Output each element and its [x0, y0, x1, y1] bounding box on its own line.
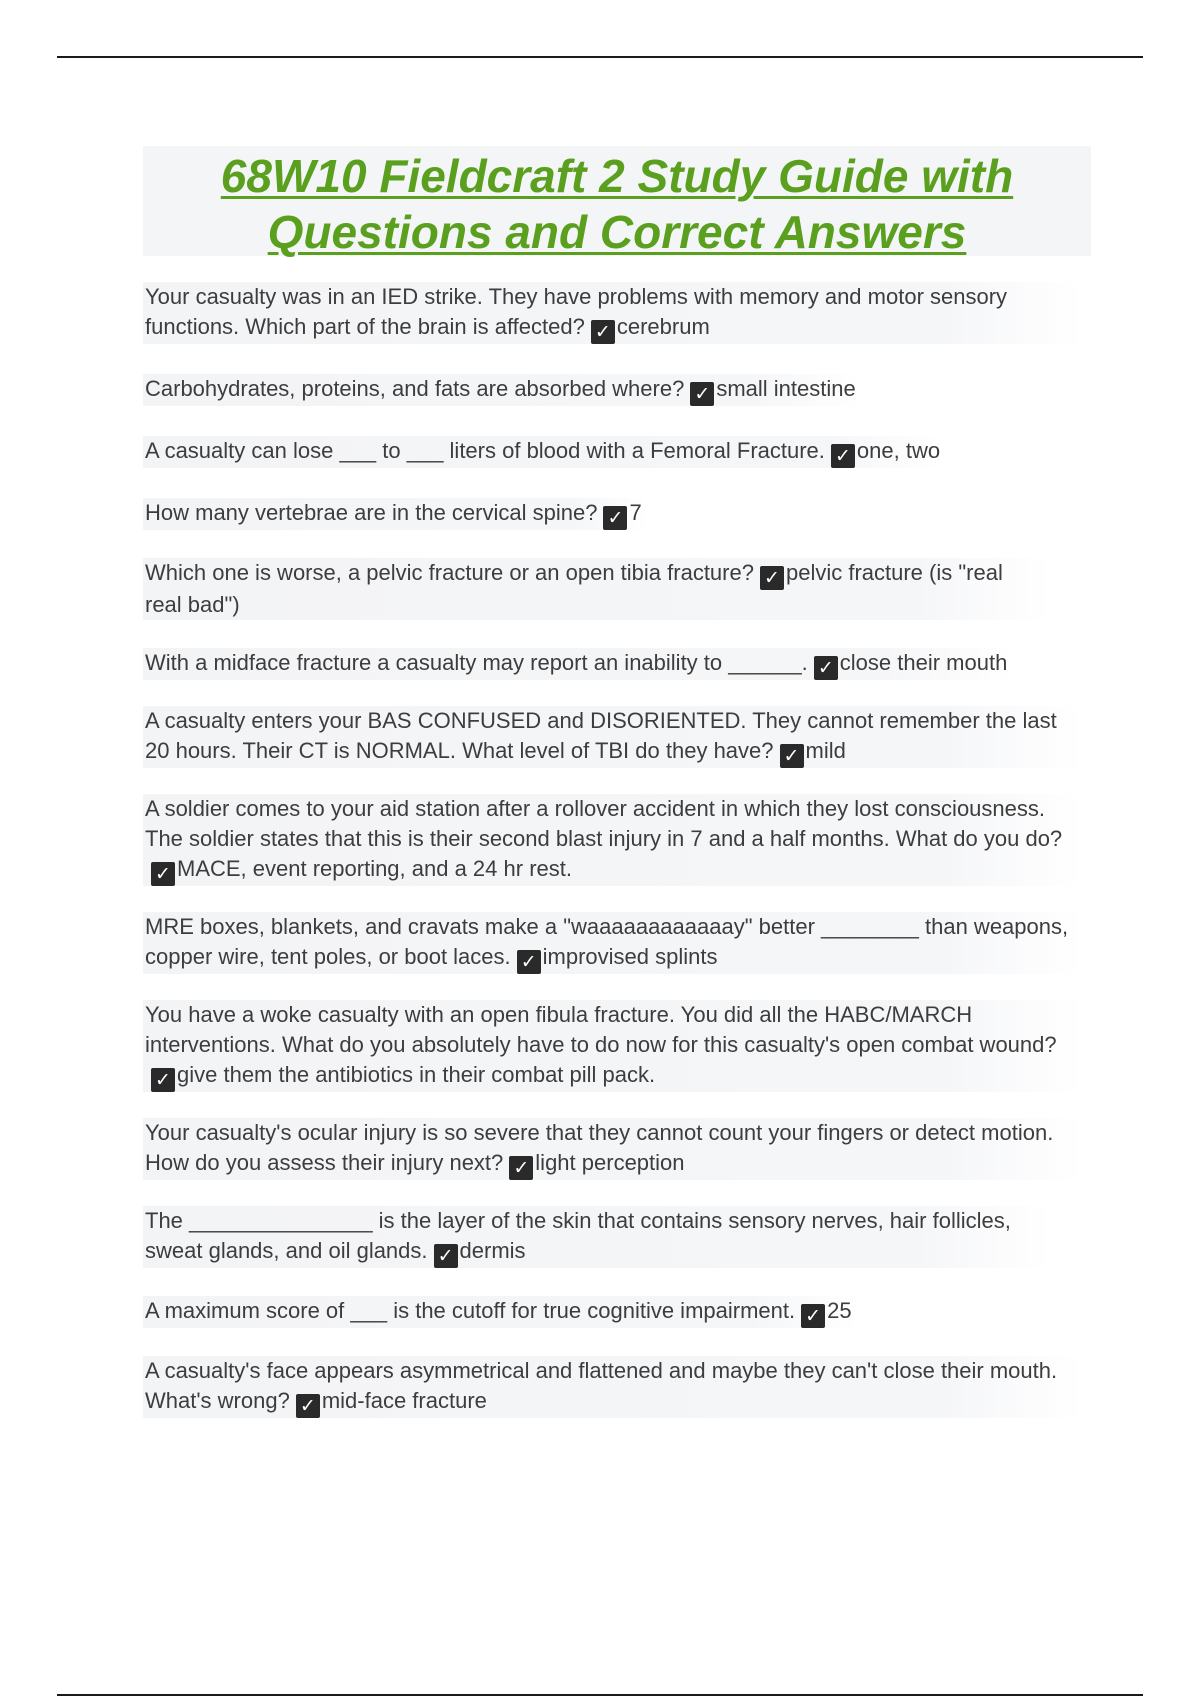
title-banner: [143, 146, 1091, 256]
answer-text: one, two: [856, 438, 941, 463]
checkmark-icon: ✓: [151, 1068, 175, 1092]
question-text: How many vertebrae are in the cervical spine?: [145, 500, 598, 525]
question-text: A soldier comes to your aid station after a rollover accident in which they lost consciousness. The soldier states that this is their second blast injury in 7 and a half months. What do you do?: [145, 796, 1063, 851]
question-text: A casualty enters your BAS CONFUSED and DISORIENTED. They cannot remember the last 20 hours. Their CT is NORMAL. What level of TBI do they have?: [145, 708, 1057, 763]
answer-text: 7: [629, 500, 642, 525]
qa-item: [143, 1118, 1083, 1180]
checkmark-icon: ✓: [690, 382, 714, 406]
title-line-1: 68W10 Fieldcraft 2 Study Guide with: [220, 150, 1014, 202]
checkmark-icon: ✓: [780, 744, 804, 768]
answer-text: give them the antibiotics in their combat pill pack.: [177, 1062, 656, 1087]
qa-item: [143, 558, 1051, 620]
bottom-rule: [57, 1694, 1143, 1696]
answer-text: improvised splints: [542, 944, 718, 969]
qa-item: [143, 282, 1083, 344]
qa-item: [143, 374, 862, 406]
qa-item: [143, 1356, 1083, 1418]
checkmark-icon: ✓: [603, 506, 627, 530]
page-title: [143, 146, 1091, 260]
question-text: Carbohydrates, proteins, and fats are absorbed where?: [145, 376, 685, 401]
qa-item: [143, 436, 946, 468]
question-text: A casualty can lose ___ to ___ liters of blood with a Femoral Fracture.: [145, 438, 825, 463]
answer-text: light perception: [535, 1150, 685, 1175]
answer-text: close their mouth: [839, 650, 1008, 675]
answer-text: pelvic fracture (is "real real bad"): [145, 560, 1003, 617]
qa-item: [143, 1206, 1051, 1268]
qa-item: [143, 1296, 858, 1328]
answer-text: 25: [827, 1298, 852, 1323]
answer-text: MACE, event reporting, and a 24 hr rest.: [177, 856, 572, 881]
answer-text: mild: [805, 738, 846, 763]
qa-item: [143, 706, 1083, 768]
qa-item: [143, 498, 648, 530]
checkmark-icon: ✓: [151, 862, 175, 886]
checkmark-icon: ✓: [801, 1304, 825, 1328]
question-text: Which one is worse, a pelvic fracture or an open tibia fracture?: [145, 560, 754, 585]
checkmark-icon: ✓: [591, 320, 615, 344]
question-text: The _______________ is the layer of the skin that contains sensory nerves, hair follicles, sweat glands, and oil glands.: [145, 1208, 1011, 1263]
qa-list: [143, 282, 1083, 1418]
answer-text: dermis: [459, 1238, 526, 1263]
question-text: Your casualty was in an IED strike. They have problems with memory and motor sensory functions. Which part of the brain is affected?: [145, 284, 1008, 339]
question-text: MRE boxes, blankets, and cravats make a "waaaaaaaaaaaay" better ________ than weapons, copper wire, tent poles, or boot laces.: [145, 914, 1069, 969]
answer-text: small intestine: [716, 376, 856, 401]
checkmark-icon: ✓: [517, 950, 541, 974]
checkmark-icon: ✓: [814, 656, 838, 680]
title-line-2: Questions and Correct Answers: [267, 206, 967, 258]
answer-text: mid-face fracture: [321, 1388, 487, 1413]
checkmark-icon: ✓: [296, 1394, 320, 1418]
checkmark-icon: ✓: [434, 1244, 458, 1268]
qa-item: [143, 912, 1083, 974]
qa-item: [143, 648, 1013, 680]
top-rule: [57, 56, 1143, 58]
checkmark-icon: ✓: [509, 1156, 533, 1180]
qa-item: [143, 1000, 1083, 1092]
checkmark-icon: ✓: [831, 444, 855, 468]
question-text: With a midface fracture a casualty may report an inability to ______.: [145, 650, 808, 675]
question-text: A casualty's face appears asymmetrical and flattened and maybe they can't close their mouth. What's wrong?: [145, 1358, 1058, 1413]
checkmark-icon: ✓: [760, 566, 784, 590]
question-text: Your casualty's ocular injury is so severe that they cannot count your fingers or detect motion. How do you assess their injury next?: [145, 1120, 1054, 1175]
answer-text: cerebrum: [616, 314, 710, 339]
qa-item: [143, 794, 1083, 886]
question-text: You have a woke casualty with an open fibula fracture. You did all the HABC/MARCH interventions. What do you absolutely have to do now for this casualty's open combat wound?: [145, 1002, 1057, 1057]
question-text: A maximum score of ___ is the cutoff for true cognitive impairment.: [145, 1298, 796, 1323]
